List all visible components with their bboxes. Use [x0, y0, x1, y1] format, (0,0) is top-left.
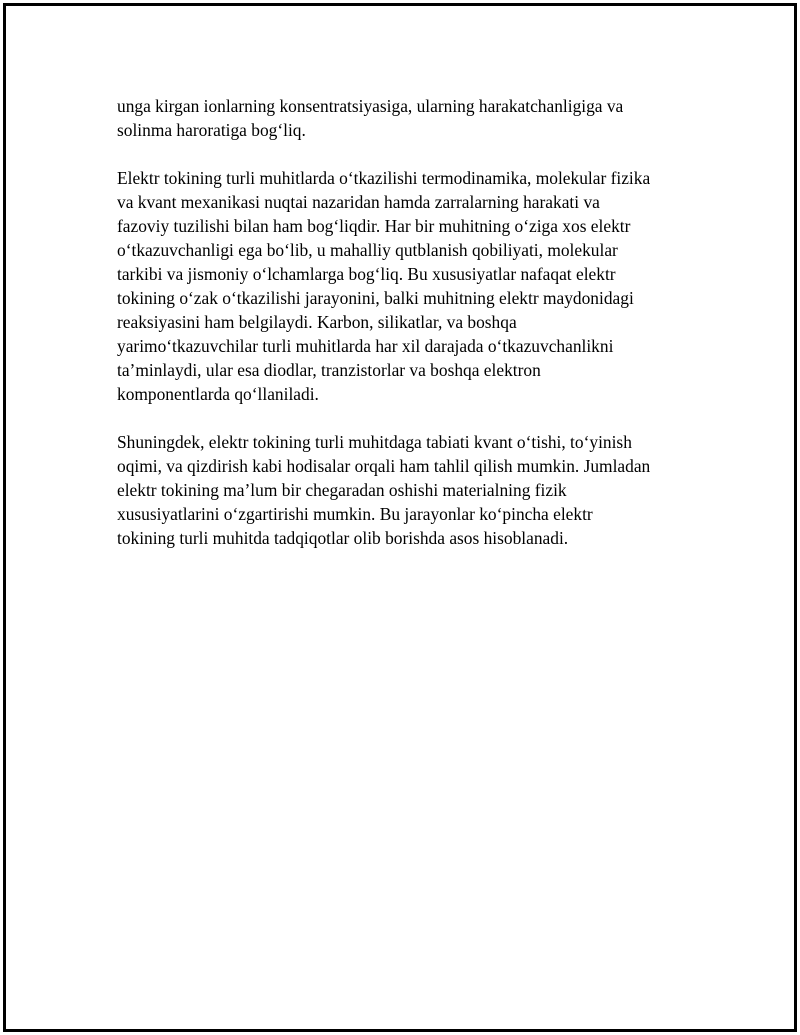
text-line: yarimo‘tkazuvchilar turli muhitlarda har xil darajada o‘tkazuvchanlikni [117, 336, 614, 356]
text-line: solinma haroratiga bog‘liq. [117, 120, 306, 140]
text-line: va kvant mexanikasi nuqtai nazaridan hamda zarralarning harakati va [117, 192, 600, 212]
text-line: fazoviy tuzilishi bilan ham bog‘liqdir. Har bir muhitning o‘ziga xos elektr [117, 216, 631, 236]
paragraph-1 [117, 94, 692, 142]
text-line: Shuningdek, elektr tokining turli muhitdaga tabiati kvant o‘tishi, to‘yinish [117, 432, 632, 452]
text-line: komponentlarda qo‘llaniladi. [117, 384, 319, 404]
text-line: xususiyatlarini o‘zgartirishi mumkin. Bu jarayonlar ko‘pincha elektr [117, 504, 593, 524]
text-line: Elektr tokining turli muhitlarda o‘tkazilishi termodinamika, molekular fizika [117, 168, 651, 188]
text-line: elektr tokining ma’lum bir chegaradan oshishi materialning fizik [117, 480, 567, 500]
document-body [117, 94, 692, 574]
text-line: tokining turli muhitda tadqiqotlar olib borishda asos hisoblanadi. [117, 528, 569, 548]
text-line: tarkibi va jismoniy o‘lchamlarga bog‘liq. Bu xususiyatlar nafaqat elektr [117, 264, 616, 284]
text-line: reaksiyasini ham belgilaydi. Karbon, silikatlar, va boshqa [117, 312, 517, 332]
text-line: ta’minlaydi, ular esa diodlar, tranzistorlar va boshqa elektron [117, 360, 541, 380]
text-line: unga kirgan ionlarning konsentratsiyasiga, ularning harakatchanligiga va [117, 96, 624, 116]
text-line: oqimi, va qizdirish kabi hodisalar orqali ham tahlil qilish mumkin. Jumladan [117, 456, 651, 476]
text-line: tokining o‘zak o‘tkazilishi jarayonini, balki muhitning elektr maydonidagi [117, 288, 634, 308]
text-line: o‘tkazuvchanligi ega bo‘lib, u mahalliy qutblanish qobiliyati, molekular [117, 240, 618, 260]
paragraph-2 [117, 166, 692, 406]
paragraph-3 [117, 430, 692, 550]
